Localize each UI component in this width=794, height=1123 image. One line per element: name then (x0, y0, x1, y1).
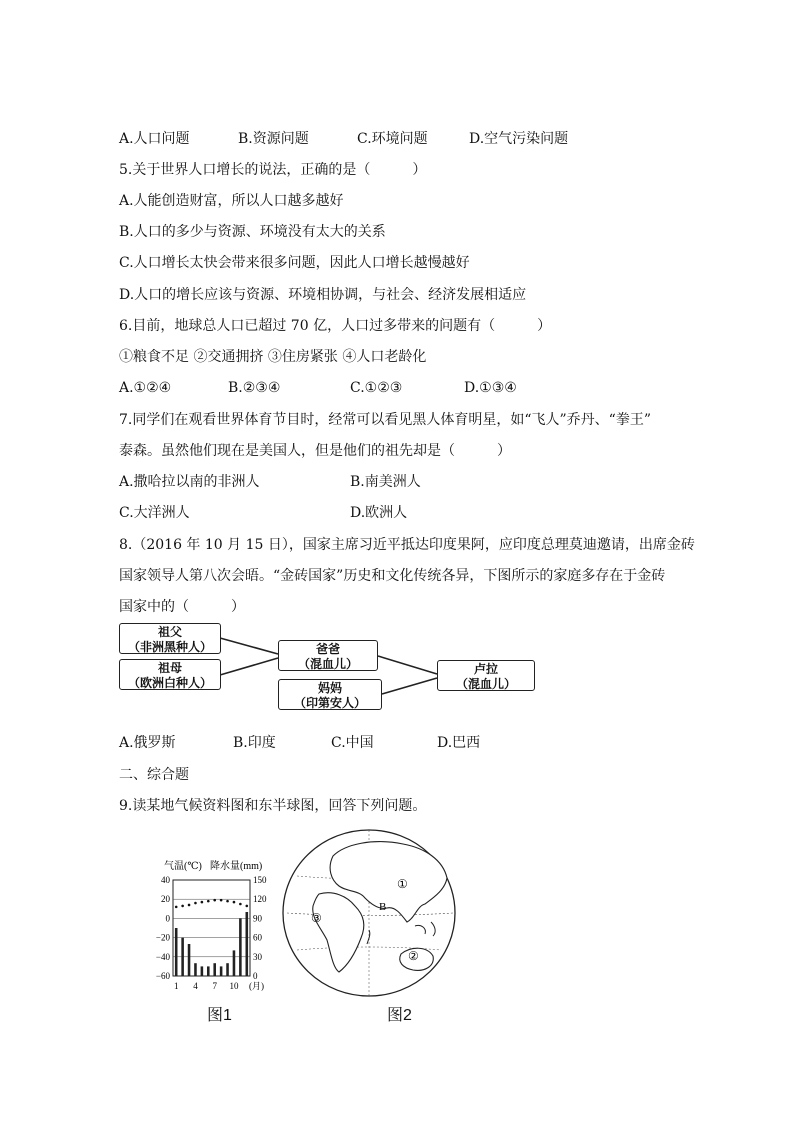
precipitation-tick-label: 0 (253, 971, 258, 981)
q7-stem-line1: 7.同学们在观看世界体育节目时，经常可以看见黑人体育明星，如“飞人”乔丹、“拳王” (119, 412, 651, 428)
map-label-b: B (379, 901, 387, 913)
q7-option-a: A.撒哈拉以南的非洲人 (119, 474, 260, 490)
temperature-point (194, 902, 197, 905)
q8-stem-line3: 国家中的（ ） (119, 599, 245, 615)
figure-1-caption: 图1 (207, 1007, 232, 1024)
family-box-child (437, 660, 535, 691)
map-label-3: ③ (311, 911, 322, 925)
temperature-point (226, 900, 229, 903)
precipitation-bar (175, 928, 178, 976)
month-tick-label: 1 (173, 981, 179, 991)
precipitation-bar (226, 963, 229, 976)
precipitation-bar (233, 950, 236, 976)
child-title: 卢拉 (473, 662, 498, 676)
family-box-grandmother (119, 659, 221, 690)
precipitation-bar (213, 963, 216, 976)
q5-option-b: B.人口的多少与资源、环境没有太大的关系 (119, 224, 386, 240)
temperature-axis-label: 气温(℃) (164, 861, 202, 872)
grandmother-title: 祖母 (157, 661, 182, 675)
map-label-1: ① (397, 877, 408, 891)
q7-option-c: C.大洋洲人 (119, 505, 190, 521)
month-axis-label: (月) (249, 981, 264, 991)
temperature-point (188, 904, 191, 907)
temperature-point (239, 903, 242, 906)
family-box-grandfather (119, 623, 221, 654)
temperature-tick-label: 40 (161, 875, 170, 885)
climate-chart (140, 855, 275, 995)
precipitation-bar (201, 966, 204, 976)
q8-option-d: D.巴西 (437, 735, 481, 751)
family-box-mother (278, 679, 382, 710)
father-title: 爸爸 (315, 642, 340, 656)
precipitation-tick-label: 30 (253, 951, 262, 962)
family-box-father (278, 640, 378, 671)
q7-option-b: B.南美洲人 (350, 474, 421, 490)
q4-option-a: A.人口问题 (119, 131, 190, 147)
temperature-point (175, 906, 178, 909)
grandfather-title: 祖父 (157, 625, 182, 639)
map-label-2: ② (408, 949, 419, 963)
q6-stem: 6.目前，地球总人口已超过 70 亿，人口过多带来的问题有（ ） (119, 318, 552, 334)
precipitation-bar (188, 944, 191, 976)
q8-option-c: C.中国 (331, 735, 374, 751)
section-2-heading: 二、综合题 (119, 767, 189, 783)
q6-option-b: B.②③④ (228, 380, 281, 396)
q4-option-d: D.空气污染问题 (469, 131, 569, 147)
q8-stem-line1: 8.（2016 年 10 月 15 日），国家主席习近平抵达印度果阿，应印度总理莫迪邀请，出席金砖 (119, 537, 695, 553)
eastern-hemisphere-map (275, 826, 465, 1002)
mother-title: 妈妈 (317, 681, 342, 695)
q4-option-b: B.资源问题 (238, 131, 309, 147)
precipitation-bar (181, 938, 184, 976)
q6-option-a: A.①②④ (119, 380, 172, 396)
temperature-tick-label: 0 (165, 913, 170, 924)
temperature-point (233, 901, 236, 904)
grandfather-desc: （非洲黑种人） (127, 640, 212, 654)
temperature-point (201, 901, 204, 904)
month-tick-label: 7 (212, 981, 217, 991)
precipitation-bar (207, 966, 210, 976)
temperature-point (220, 899, 223, 902)
q7-option-d: D.欧洲人 (350, 505, 408, 521)
q4-option-c: C.环境问题 (357, 131, 428, 147)
precipitation-tick-label: 90 (253, 913, 262, 924)
precipitation-tick-label: 60 (253, 932, 262, 943)
temperature-point (207, 900, 210, 903)
q5-option-c: C.人口增长太快会带来很多问题，因此人口增长越慢越好 (119, 255, 470, 271)
month-tick-label: 10 (229, 981, 239, 991)
precipitation-axis-label: 降水量(mm) (210, 861, 263, 872)
chart-frame (173, 880, 250, 976)
precipitation-bar (239, 918, 242, 976)
temperature-point (245, 905, 248, 908)
q8-stem-line2: 国家领导人第八次会晤。“金砖国家”历史和文化传统各异，下图所示的家庭多存在于金砖 (119, 568, 666, 584)
temperature-tick-label: 20 (161, 894, 170, 905)
q5-stem: 5.关于世界人口增长的说法，正确的是（ ） (119, 162, 427, 178)
temperature-point (181, 905, 184, 908)
figure-2-caption: 图2 (387, 1007, 412, 1024)
precipitation-tick-label: 150 (253, 875, 267, 885)
temperature-tick-label: −20 (155, 932, 170, 943)
temperature-tick-label: −60 (155, 971, 170, 981)
q5-option-d: D.人口的增长应该与资源、环境相协调，与社会、经济发展相适应 (119, 287, 527, 303)
precipitation-bar (246, 912, 249, 976)
q8-option-a: A.俄罗斯 (119, 735, 176, 751)
q9-stem: 9.读某地气候资料图和东半球图，回答下列问题。 (119, 798, 427, 814)
temperature-point (213, 899, 216, 902)
precipitation-tick-label: 120 (253, 894, 267, 905)
q6-items: ①粮食不足 ②交通拥挤 ③住房紧张 ④人口老龄化 (119, 349, 427, 365)
precipitation-bar (220, 966, 223, 976)
child-desc: （混血儿） (455, 677, 516, 691)
q5-option-a: A.人能创造财富，所以人口越多越好 (119, 193, 344, 209)
month-tick-label: 4 (193, 981, 198, 991)
temperature-tick-label: −40 (155, 951, 170, 962)
father-desc: （混血儿） (297, 657, 358, 671)
q8-option-b: B.印度 (233, 735, 276, 751)
q6-option-c: C.①②③ (350, 380, 403, 396)
q6-option-d: D.①③④ (464, 380, 517, 396)
q7-stem-line2: 泰森。虽然他们现在是美国人，但是他们的祖先却是（ ） (119, 443, 511, 459)
mother-desc: （印第安人） (293, 696, 366, 710)
grandmother-desc: （欧洲白种人） (127, 676, 212, 690)
precipitation-bar (194, 963, 197, 976)
